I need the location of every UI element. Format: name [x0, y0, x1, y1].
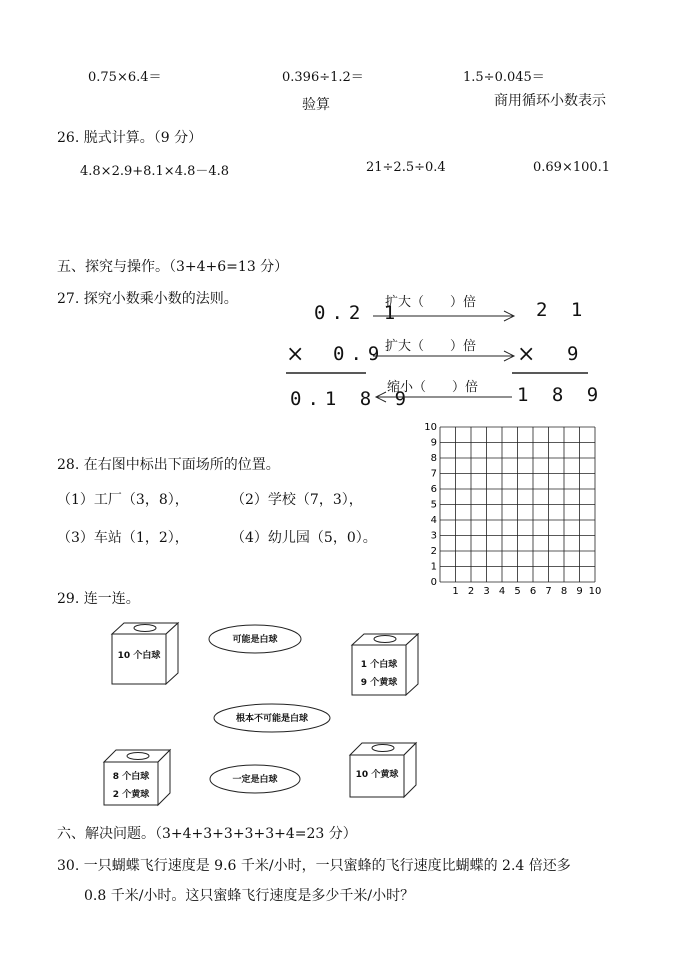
- grid-x-tick: 3: [483, 586, 490, 597]
- q27-title: 27. 探究小数乘小数的法则。: [57, 291, 238, 307]
- oval-2-label: 根本不可能是白球: [235, 714, 308, 724]
- q27-right-times: ×: [517, 342, 536, 367]
- q28-item4: （4）幼儿园（5，0）。: [231, 530, 377, 546]
- expr-0.396div1.2: 0.396÷1.2＝: [282, 70, 364, 85]
- q29-title: 29. 连一连。: [57, 591, 140, 607]
- grid-x-tick: 4: [498, 586, 506, 597]
- grid-x-tick: 5: [514, 586, 521, 597]
- grid-x-tick: 10: [588, 586, 602, 597]
- box-1-label: 10 个白球: [117, 651, 161, 661]
- q27-left-row2: 0.9: [333, 343, 386, 365]
- q28-item3: （3）车站（1，2），: [57, 530, 189, 546]
- q27-left-row1: 0.2 1: [314, 302, 402, 324]
- q26-expr-1: 4.8×2.9+8.1×4.8－4.8: [80, 164, 230, 179]
- box-3-label-1: 8 个白球: [112, 772, 150, 782]
- grid-y-tick: 2: [430, 546, 437, 557]
- q27-left-times: ×: [286, 342, 305, 367]
- q27-arrow3-label: 缩小（ ）倍: [387, 380, 479, 395]
- grid-y-tick: 6: [430, 484, 437, 495]
- note-repeating-decimal: 商用循环小数表示: [494, 93, 606, 109]
- q30-line2: 0.8 千米/小时。这只蜜蜂飞行速度是多少千米/小时？: [84, 888, 415, 904]
- section5-title: 五、探究与操作。（3+4+6=13 分）: [57, 259, 289, 275]
- expr-1.5div0.045: 1.5÷0.045＝: [463, 70, 545, 85]
- oval-1-label: 可能是白球: [232, 635, 278, 645]
- grid-x-tick: 8: [560, 586, 568, 597]
- q27-right-row2: 9: [567, 343, 585, 365]
- q30-line1: 30. 一只蝴蝶飞行速度是 9.6 千米/小时，一只蜜蜂的飞行速度比蝴蝶的 2.4 倍还多: [57, 858, 571, 874]
- section6-title: 六、解决问题。（3+4+3+3+3+3+4=23 分）: [57, 826, 357, 842]
- box-2-label-2: 9 个黄球: [360, 678, 398, 688]
- grid-y-tick: 4: [430, 515, 437, 526]
- grid-y-tick: 9: [430, 437, 437, 449]
- grid-x-tick: 1: [452, 586, 459, 597]
- q28-item1: （1）工厂（3，8），: [57, 492, 189, 508]
- grid-y-tick: 5: [430, 499, 437, 511]
- expr-0.75x6.4: 0.75×6.4＝: [88, 70, 162, 85]
- q27-right-row3: 1 8 9: [517, 384, 605, 406]
- grid-y-tick: 3: [430, 530, 437, 542]
- q26-expr-3: 0.69×100.1: [533, 160, 611, 175]
- q27-left-row3: 0.1 8 9: [290, 388, 413, 410]
- grid-x-tick: 9: [576, 586, 583, 597]
- q27-arrow2-label: 扩大（ ）倍: [385, 339, 477, 354]
- box-3-label-2: 2 个黄球: [112, 790, 150, 800]
- q28-item2: （2）学校（7，3），: [231, 492, 363, 508]
- box-2-label-1: 1 个白球: [360, 660, 398, 670]
- note-verify: 验算: [302, 97, 330, 113]
- grid-y-tick: 1: [430, 561, 437, 573]
- q26-title: 26. 脱式计算。（9 分）: [57, 130, 203, 146]
- grid-y-tick: 10: [424, 422, 437, 433]
- grid-y-tick: 7: [430, 468, 437, 480]
- q28-title: 28. 在右图中标出下面场所的位置。: [57, 457, 280, 473]
- q27-right-row1: 2 1: [536, 299, 589, 321]
- box-4-label: 10 个黄球: [355, 770, 399, 780]
- grid-y-tick: 0: [430, 577, 437, 588]
- grid-y-tick: 8: [430, 453, 437, 464]
- oval-3-label: 一定是白球: [232, 775, 278, 785]
- grid-x-tick: 7: [545, 586, 552, 597]
- q26-expr-2: 21÷2.5÷0.4: [366, 160, 446, 175]
- q27-arrow1-label: 扩大（ ）倍: [385, 295, 477, 310]
- grid-x-tick: 2: [467, 586, 475, 597]
- grid-x-tick: 6: [529, 586, 537, 597]
